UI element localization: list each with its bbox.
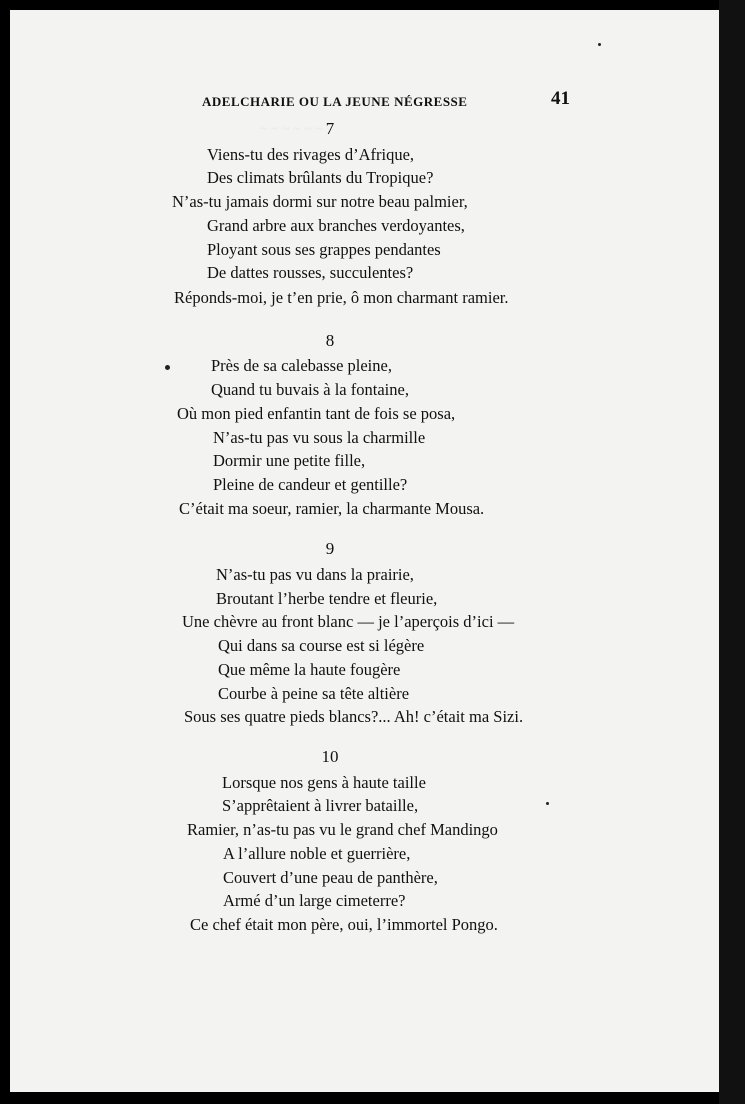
verse-line: Couvert d’une peau de panthère,	[223, 868, 438, 887]
verse-line: N’as-tu pas vu dans la prairie,	[216, 565, 414, 584]
verse-line: Grand arbre aux branches verdoyantes,	[207, 216, 465, 235]
ink-speck	[165, 365, 170, 370]
stanza-number: 9	[325, 539, 335, 558]
verse-line: Ce chef était mon père, oui, l’immortel Pongo.	[190, 915, 498, 934]
verse-line: Où mon pied enfantin tant de fois se posa,	[177, 404, 456, 423]
verse-line: C’était ma soeur, ramier, la charmante Mousa.	[179, 499, 485, 518]
verse-line: Qui dans sa course est si légère	[218, 636, 425, 655]
verse-line: A l’allure noble et guerrière,	[223, 844, 411, 863]
stanza-number: 7	[325, 119, 335, 138]
verse-line: N’as-tu pas vu sous la charmille	[213, 428, 426, 447]
verse-line: Quand tu buvais à la fontaine,	[211, 380, 409, 399]
verse-line: Près de sa calebasse pleine,	[211, 356, 392, 375]
verse-line: De dattes rousses, succulentes?	[207, 263, 414, 282]
verse-line: Pleine de candeur et gentille?	[213, 475, 408, 494]
verse-line: N’as-tu jamais dormi sur notre beau palmier,	[172, 192, 468, 211]
verse-line: Armé d’un large cimeterre?	[223, 891, 406, 910]
ink-speck	[598, 43, 601, 46]
page-header	[10, 88, 719, 118]
verse-line: Une chèvre au front blanc — je l’aperçois d’ici —	[182, 612, 515, 631]
verse-line: Broutant l’herbe tendre et fleurie,	[216, 589, 438, 608]
scan-edge	[719, 0, 745, 1104]
stanza-number: 10	[321, 747, 339, 766]
verse-line: Courbe à peine sa tête altière	[218, 684, 410, 703]
verse-line: Ramier, n’as-tu pas vu le grand chef Mandingo	[187, 820, 498, 839]
running-title: ADELCHARIE OU LA JEUNE NÉGRESSE	[202, 94, 468, 109]
verse-line: Lorsque nos gens à haute taille	[222, 773, 426, 792]
verse-line: Viens-tu des rivages d’Afrique,	[207, 145, 415, 164]
verse-line: Que même la haute fougère	[218, 660, 401, 679]
verse-line: Sous ses quatre pieds blancs?... Ah! c’était ma Sizi.	[184, 707, 524, 726]
show-through-ornament: ~ ~ ~ ~ ~ ~	[260, 122, 323, 137]
verse-line: Ployant sous ses grappes pendantes	[207, 240, 441, 259]
page-number: 41	[551, 88, 570, 109]
verse-line: Réponds-moi, je t’en prie, ô mon charmant ramier.	[174, 288, 509, 307]
verse-line: S’apprêtaient à livrer bataille,	[222, 796, 419, 815]
ink-speck	[546, 802, 549, 805]
verse-line: Des climats brûlants du Tropique?	[207, 168, 434, 187]
stanza-number: 8	[325, 331, 335, 350]
book-page	[10, 10, 719, 1092]
verse-line: Dormir une petite fille,	[213, 451, 366, 470]
